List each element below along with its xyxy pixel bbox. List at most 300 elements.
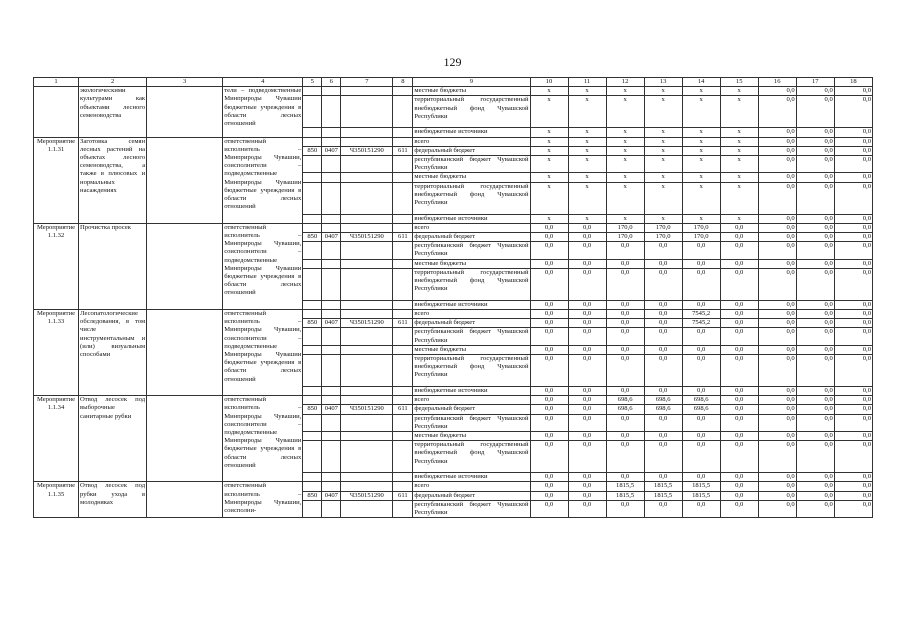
- value-cell: 0,0: [530, 233, 568, 242]
- funding-source: местные бюджеты: [413, 345, 530, 354]
- value-cell: 0,0: [796, 156, 834, 173]
- value-cell: x: [530, 173, 568, 182]
- goal-cell: [147, 482, 223, 518]
- value-cell: 0,0: [758, 319, 796, 328]
- value-cell: 0,0: [530, 387, 568, 396]
- value-cell: x: [720, 137, 758, 146]
- value-cell: 0,0: [606, 300, 644, 309]
- measure-id: [34, 87, 79, 137]
- value-cell: 0,0: [644, 473, 682, 482]
- value-cell: x: [644, 146, 682, 155]
- value-cell: 0,0: [530, 491, 568, 500]
- funding-source: всего: [413, 223, 530, 232]
- funding-source: внебюджетные источники: [413, 300, 530, 309]
- value-cell: x: [568, 182, 606, 214]
- value-cell: 0,0: [530, 396, 568, 405]
- value-cell: 698,6: [606, 396, 644, 405]
- measure-title: экологическими культурами как объектами лесного семеноводства: [79, 87, 147, 137]
- funding-source: федеральный бюджет: [413, 146, 530, 155]
- value-cell: 0,0: [720, 482, 758, 491]
- code-cell: [393, 182, 413, 214]
- value-cell: x: [606, 96, 644, 128]
- value-cell: 0,0: [758, 268, 796, 300]
- value-cell: 0,0: [796, 345, 834, 354]
- funding-source: республиканский бюджет Чувашской Республики: [414, 500, 529, 517]
- funding-source: местные бюджеты: [413, 87, 530, 96]
- value-cell: 0,0: [644, 441, 682, 473]
- value-cell: 0,0: [720, 441, 758, 473]
- value-cell: 170,0: [644, 233, 682, 242]
- value-cell: x: [720, 96, 758, 128]
- budget-code: Ч350151290: [341, 146, 393, 155]
- code-cell: [322, 128, 341, 137]
- value-cell: x: [568, 87, 606, 96]
- value-cell: 698,6: [682, 396, 720, 405]
- value-cell: 0,0: [530, 473, 568, 482]
- value-cell: 170,0: [606, 223, 644, 232]
- value-cell: 0,0: [758, 387, 796, 396]
- value-cell: 0,0: [568, 441, 606, 473]
- value-cell: 0,0: [530, 500, 568, 517]
- code-cell: [393, 355, 413, 387]
- value-cell: 0,0: [796, 87, 834, 96]
- value-cell: 170,0: [682, 233, 720, 242]
- value-cell: 0,0: [834, 441, 872, 473]
- code-cell: [303, 96, 322, 128]
- code-cell: [303, 355, 322, 387]
- value-cell: 0,0: [606, 387, 644, 396]
- code-cell: [341, 214, 393, 223]
- code-cell: [322, 396, 341, 405]
- value-cell: 0,0: [796, 128, 834, 137]
- budget-code: Ч350151290: [341, 491, 393, 500]
- code-cell: [393, 482, 413, 491]
- code-cell: [303, 87, 322, 96]
- code-cell: [393, 128, 413, 137]
- column-number: 18: [834, 78, 872, 87]
- code-cell: [303, 310, 322, 319]
- value-cell: 0,0: [568, 432, 606, 441]
- value-cell: 0,0: [568, 355, 606, 387]
- code-cell: [303, 173, 322, 182]
- code-cell: [303, 328, 322, 345]
- value-cell: 0,0: [568, 268, 606, 300]
- code-cell: [393, 396, 413, 405]
- code-cell: [303, 300, 322, 309]
- executor-cell: ответственный исполнитель – Минприроды Чувашии, соисполнители – подведомственные Минприроды Чувашии бюджетные учреждения в области лесных отношений: [223, 137, 303, 223]
- budget-code: Ч350151290: [341, 405, 393, 414]
- table-row: [34, 87, 873, 96]
- value-cell: 698,6: [606, 405, 644, 414]
- value-cell: 0,0: [568, 482, 606, 491]
- code-cell: [322, 441, 341, 473]
- value-cell: 0,0: [644, 319, 682, 328]
- budget-code: 611: [393, 405, 413, 414]
- value-cell: 0,0: [834, 414, 872, 431]
- value-cell: 0,0: [682, 432, 720, 441]
- code-cell: [322, 214, 341, 223]
- measure-title: Заготовка семян лесных растений на объектах лесного семеноводства, а также в плюсовых и нормальных насаждениях: [79, 137, 147, 223]
- budget-code: 850: [303, 319, 322, 328]
- goal-cell: [147, 223, 223, 309]
- value-cell: x: [568, 214, 606, 223]
- code-cell: [341, 300, 393, 309]
- value-cell: 0,0: [758, 491, 796, 500]
- value-cell: 0,0: [834, 156, 872, 173]
- budget-code: 0407: [322, 233, 341, 242]
- column-number: 17: [796, 78, 834, 87]
- value-cell: 0,0: [606, 328, 644, 345]
- value-cell: x: [720, 128, 758, 137]
- value-cell: 0,0: [834, 405, 872, 414]
- value-cell: 0,0: [758, 355, 796, 387]
- column-number: 6: [322, 78, 341, 87]
- value-cell: 0,0: [834, 319, 872, 328]
- code-cell: [322, 173, 341, 182]
- column-number: 11: [568, 78, 606, 87]
- value-cell: 0,0: [834, 173, 872, 182]
- value-cell: 0,0: [758, 214, 796, 223]
- value-cell: 0,0: [758, 173, 796, 182]
- code-cell: [393, 345, 413, 354]
- value-cell: 0,0: [568, 345, 606, 354]
- value-cell: 0,0: [720, 223, 758, 232]
- code-cell: [322, 137, 341, 146]
- value-cell: 0,0: [682, 387, 720, 396]
- code-cell: [341, 87, 393, 96]
- code-cell: [393, 441, 413, 473]
- value-cell: 698,6: [682, 405, 720, 414]
- code-cell: [322, 300, 341, 309]
- code-cell: [393, 173, 413, 182]
- value-cell: 0,0: [568, 405, 606, 414]
- value-cell: 0,0: [530, 482, 568, 491]
- value-cell: x: [644, 156, 682, 173]
- value-cell: 0,0: [720, 233, 758, 242]
- value-cell: 0,0: [834, 482, 872, 491]
- code-cell: [341, 387, 393, 396]
- value-cell: 0,0: [834, 182, 872, 214]
- code-cell: [393, 432, 413, 441]
- code-cell: [303, 137, 322, 146]
- column-number: 14: [682, 78, 720, 87]
- value-cell: 0,0: [758, 500, 796, 517]
- value-cell: 0,0: [834, 259, 872, 268]
- value-cell: 0,0: [644, 355, 682, 387]
- value-cell: x: [530, 128, 568, 137]
- value-cell: x: [682, 182, 720, 214]
- value-cell: x: [644, 173, 682, 182]
- code-cell: [303, 387, 322, 396]
- code-cell: [303, 432, 322, 441]
- table-row: [34, 137, 873, 146]
- value-cell: 0,0: [530, 355, 568, 387]
- value-cell: 0,0: [834, 355, 872, 387]
- page-number: 129: [443, 55, 462, 69]
- code-cell: [341, 242, 393, 259]
- value-cell: 0,0: [834, 96, 872, 128]
- code-cell: [322, 387, 341, 396]
- code-cell: [322, 500, 341, 517]
- value-cell: x: [720, 214, 758, 223]
- value-cell: 0,0: [644, 328, 682, 345]
- value-cell: 0,0: [758, 233, 796, 242]
- value-cell: 0,0: [568, 328, 606, 345]
- value-cell: 170,0: [606, 233, 644, 242]
- value-cell: x: [606, 214, 644, 223]
- value-cell: 0,0: [644, 387, 682, 396]
- value-cell: 0,0: [644, 345, 682, 354]
- value-cell: 1815,5: [606, 491, 644, 500]
- value-cell: 1815,5: [644, 491, 682, 500]
- code-cell: [341, 482, 393, 491]
- budget-code: 611: [393, 233, 413, 242]
- value-cell: 0,0: [644, 432, 682, 441]
- funding-source: федеральный бюджет: [413, 319, 530, 328]
- value-cell: 0,0: [758, 156, 796, 173]
- value-cell: 0,0: [834, 473, 872, 482]
- value-cell: 0,0: [530, 441, 568, 473]
- budget-code: 0407: [322, 491, 341, 500]
- value-cell: x: [644, 87, 682, 96]
- value-cell: 0,0: [720, 491, 758, 500]
- code-cell: [303, 345, 322, 354]
- value-cell: 0,0: [796, 268, 834, 300]
- value-cell: 0,0: [758, 441, 796, 473]
- value-cell: 0,0: [644, 268, 682, 300]
- value-cell: 0,0: [796, 223, 834, 232]
- budget-code: 0407: [322, 405, 341, 414]
- column-number: 16: [758, 78, 796, 87]
- value-cell: 0,0: [758, 405, 796, 414]
- value-cell: 0,0: [834, 128, 872, 137]
- value-cell: 0,0: [606, 414, 644, 431]
- budget-code: Ч350151290: [341, 233, 393, 242]
- code-cell: [303, 396, 322, 405]
- value-cell: 0,0: [758, 87, 796, 96]
- code-cell: [303, 128, 322, 137]
- value-cell: x: [606, 137, 644, 146]
- code-cell: [341, 414, 393, 431]
- code-cell: [341, 182, 393, 214]
- value-cell: 0,0: [568, 491, 606, 500]
- funding-source: местные бюджеты: [413, 173, 530, 182]
- value-cell: 0,0: [568, 242, 606, 259]
- code-cell: [303, 414, 322, 431]
- code-cell: [341, 473, 393, 482]
- code-cell: [322, 328, 341, 345]
- code-cell: [303, 268, 322, 300]
- value-cell: 0,0: [834, 500, 872, 517]
- budget-code: 850: [303, 405, 322, 414]
- funding-source: республиканский бюджет Чувашской Республики: [414, 156, 529, 172]
- measure-id: Мероприятие 1.1.35: [34, 482, 79, 518]
- code-cell: [322, 96, 341, 128]
- value-cell: 0,0: [834, 310, 872, 319]
- value-cell: 0,0: [720, 355, 758, 387]
- value-cell: 0,0: [682, 259, 720, 268]
- value-cell: 0,0: [796, 173, 834, 182]
- code-cell: [341, 259, 393, 268]
- value-cell: 0,0: [758, 300, 796, 309]
- value-cell: x: [644, 96, 682, 128]
- code-cell: [393, 414, 413, 431]
- value-cell: x: [568, 156, 606, 173]
- code-cell: [322, 259, 341, 268]
- value-cell: x: [530, 87, 568, 96]
- code-cell: [341, 345, 393, 354]
- value-cell: 0,0: [834, 233, 872, 242]
- code-cell: [303, 156, 322, 173]
- measure-title: Лесопатологические обследования, в том числе инструментальным и (или) визуальным способами: [79, 310, 147, 396]
- value-cell: 0,0: [530, 319, 568, 328]
- value-cell: 0,0: [796, 432, 834, 441]
- value-cell: 0,0: [834, 387, 872, 396]
- value-cell: 0,0: [834, 137, 872, 146]
- value-cell: 0,0: [796, 137, 834, 146]
- value-cell: 0,0: [568, 473, 606, 482]
- value-cell: 0,0: [834, 268, 872, 300]
- value-cell: 698,6: [644, 396, 682, 405]
- value-cell: 0,0: [834, 146, 872, 155]
- value-cell: x: [682, 173, 720, 182]
- code-cell: [341, 223, 393, 232]
- code-cell: [341, 441, 393, 473]
- budget-code: 850: [303, 146, 322, 155]
- value-cell: x: [530, 146, 568, 155]
- table-row: [34, 223, 873, 232]
- column-number: 4: [223, 78, 303, 87]
- code-cell: [341, 173, 393, 182]
- value-cell: 0,0: [644, 259, 682, 268]
- executor-cell: ответственный исполнитель – Минприроды Чувашии, соисполни-: [223, 482, 303, 518]
- value-cell: 0,0: [796, 214, 834, 223]
- value-cell: 0,0: [682, 300, 720, 309]
- column-number: 1: [34, 78, 79, 87]
- value-cell: x: [606, 87, 644, 96]
- funding-source: республиканский бюджет Чувашской Республики: [414, 328, 529, 344]
- funding-source: территориальный государственный внебюджетный фонд Чувашской Республики: [413, 355, 530, 387]
- column-number: 3: [147, 78, 223, 87]
- value-cell: x: [606, 128, 644, 137]
- value-cell: 0,0: [758, 328, 796, 345]
- value-cell: 0,0: [720, 310, 758, 319]
- column-number: 10: [530, 78, 568, 87]
- code-cell: [303, 482, 322, 491]
- column-number: 15: [720, 78, 758, 87]
- value-cell: 0,0: [720, 242, 758, 259]
- value-cell: x: [682, 156, 720, 173]
- code-cell: [322, 432, 341, 441]
- code-cell: [322, 310, 341, 319]
- value-cell: 0,0: [644, 242, 682, 259]
- value-cell: 170,0: [644, 223, 682, 232]
- funding-source: всего: [413, 396, 530, 405]
- table-row: [34, 396, 873, 405]
- funding-source: внебюджетные источники: [413, 473, 530, 482]
- executor-cell: ответственный исполнитель – Минприроды Чувашии, соисполнители – подведомственные Минприроды Чувашии бюджетные учреждения в области лесных отношений: [223, 396, 303, 482]
- value-cell: x: [682, 146, 720, 155]
- value-cell: 698,6: [644, 405, 682, 414]
- executor-cell: ответственный исполнитель – Минприроды Чувашии, соисполнители – подведомственные Минприроды Чувашии бюджетные учреждения в области лесных отношений: [223, 310, 303, 396]
- value-cell: 0,0: [530, 345, 568, 354]
- value-cell: x: [568, 128, 606, 137]
- value-cell: 0,0: [568, 500, 606, 517]
- value-cell: 0,0: [758, 473, 796, 482]
- value-cell: x: [606, 173, 644, 182]
- value-cell: 0,0: [568, 233, 606, 242]
- value-cell: 0,0: [758, 182, 796, 214]
- value-cell: 0,0: [530, 310, 568, 319]
- table-row: [34, 310, 873, 319]
- value-cell: x: [644, 137, 682, 146]
- value-cell: 0,0: [530, 405, 568, 414]
- value-cell: x: [606, 182, 644, 214]
- measure-id: Мероприятие 1.1.32: [34, 223, 79, 309]
- value-cell: 0,0: [720, 432, 758, 441]
- code-cell: [341, 355, 393, 387]
- code-cell: [303, 214, 322, 223]
- value-cell: 0,0: [720, 473, 758, 482]
- value-cell: 0,0: [834, 214, 872, 223]
- funding-source: всего: [413, 137, 530, 146]
- value-cell: 0,0: [682, 500, 720, 517]
- value-cell: 0,0: [758, 310, 796, 319]
- value-cell: 7545,2: [682, 310, 720, 319]
- funding-source: местные бюджеты: [413, 259, 530, 268]
- value-cell: 0,0: [568, 223, 606, 232]
- value-cell: 0,0: [606, 242, 644, 259]
- value-cell: 7545,2: [682, 319, 720, 328]
- value-cell: 0,0: [682, 441, 720, 473]
- value-cell: x: [530, 214, 568, 223]
- value-cell: 0,0: [720, 300, 758, 309]
- value-cell: 0,0: [644, 500, 682, 517]
- measure-title: Прочистка просек: [79, 223, 147, 309]
- column-number: 12: [606, 78, 644, 87]
- column-number: 9: [413, 78, 530, 87]
- measure-id: Мероприятие 1.1.33: [34, 310, 79, 396]
- value-cell: x: [682, 96, 720, 128]
- funding-source: территориальный государственный внебюджетный фонд Чувашской Республики: [413, 182, 530, 214]
- value-cell: 0,0: [796, 328, 834, 345]
- value-cell: x: [568, 96, 606, 128]
- value-cell: 0,0: [834, 300, 872, 309]
- value-cell: 0,0: [568, 396, 606, 405]
- value-cell: 0,0: [682, 473, 720, 482]
- code-cell: [393, 87, 413, 96]
- executor-cell: ответственный исполнитель – Минприроды Чувашии, соисполнители – подведомственные Минприроды Чувашии бюджетные учреждения в области лесных отношений: [223, 223, 303, 309]
- measure-id: Мероприятие 1.1.34: [34, 396, 79, 482]
- value-cell: 0,0: [568, 310, 606, 319]
- value-cell: 0,0: [682, 268, 720, 300]
- code-cell: [393, 500, 413, 517]
- value-cell: x: [682, 137, 720, 146]
- column-number: 7: [341, 78, 393, 87]
- table-row: [34, 482, 873, 491]
- goal-cell: [147, 87, 223, 137]
- value-cell: x: [530, 96, 568, 128]
- value-cell: 0,0: [530, 414, 568, 431]
- value-cell: x: [720, 182, 758, 214]
- code-cell: [393, 96, 413, 128]
- code-cell: [341, 328, 393, 345]
- value-cell: 0,0: [796, 482, 834, 491]
- code-cell: [303, 182, 322, 214]
- budget-code: 850: [303, 491, 322, 500]
- code-cell: [322, 156, 341, 173]
- code-cell: [303, 473, 322, 482]
